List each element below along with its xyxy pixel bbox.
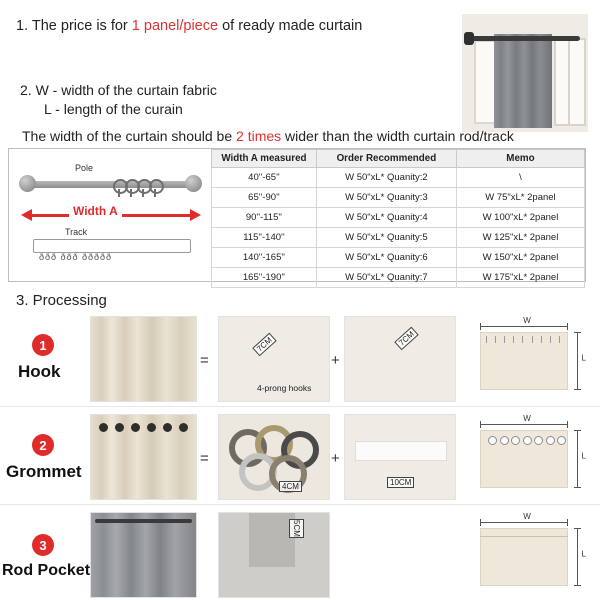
plus-sign-2: +	[331, 450, 340, 467]
hook-curtain-photo	[90, 316, 197, 402]
grommet-tape-measure: 10CM	[387, 477, 414, 488]
price-note	[16, 18, 362, 34]
cell-order: W 50"xL* Quanity:3	[316, 188, 456, 208]
diagram-l-label: L	[581, 549, 586, 559]
rod-pocket-detail-photo	[218, 512, 330, 598]
diagram-pocket-seam	[480, 536, 568, 537]
diagram-l-label: L	[581, 353, 586, 363]
width-rule-post: wider than the width curtain rod/track	[281, 128, 514, 144]
table-row	[212, 208, 585, 228]
step-label-rod-pocket: Rod Pocket	[2, 562, 91, 579]
row-separator	[0, 406, 600, 407]
grommet-tape-photo	[344, 414, 456, 500]
diagram-w-label: W	[523, 316, 531, 325]
photo-left-window	[474, 40, 496, 124]
w-definition: 2. W - width of the curtain fabric	[20, 82, 217, 98]
diagram-w-label: W	[523, 414, 531, 423]
cell-memo: W 150"xL* 2panel	[456, 248, 584, 268]
step-badge-2: 2	[32, 434, 54, 456]
diagram-w-label: W	[523, 512, 531, 521]
ring-hook	[130, 189, 132, 197]
cell-memo: W 100"xL* 2panel	[456, 208, 584, 228]
diagram-w-line	[480, 424, 568, 425]
cell-order: W 50"xL* Quanity:2	[316, 168, 456, 188]
cell-width: 140''-165''	[212, 248, 317, 268]
rod-pocket-dimension-diagram	[466, 512, 588, 596]
width-a-label: Width A	[69, 204, 122, 218]
cell-width: 90''-115''	[212, 208, 317, 228]
track-gliders: ððð ððð ððððð	[39, 252, 113, 262]
table-row	[212, 268, 585, 288]
arrow-right-icon	[190, 209, 201, 221]
processing-title: 3. Processing	[16, 292, 107, 309]
diagram-grommet-dots	[488, 436, 560, 444]
width-rule-highlight: 2 times	[236, 128, 282, 144]
pole-bar	[31, 181, 189, 188]
equals-sign-2: =	[200, 450, 209, 467]
l-definition: L - length of the curain	[44, 101, 183, 117]
step-label-grommet: Grommet	[6, 462, 82, 481]
step-badge-1: 1	[32, 334, 54, 356]
photo-curtain	[494, 34, 552, 128]
diagram-l-label: L	[581, 451, 586, 461]
hook-tape-photo	[218, 316, 330, 402]
cell-width: 115''-140''	[212, 228, 317, 248]
track-label: Track	[65, 227, 88, 237]
th-width-a: Width A measured	[212, 150, 317, 168]
diagram-w-line	[480, 522, 568, 523]
grommet-measure: 4CM	[279, 481, 302, 492]
diagram-l-line	[577, 430, 578, 488]
hook-pin-measure: 7CM	[394, 327, 418, 350]
table-row	[212, 188, 585, 208]
hook-tape-measure: 7CM	[252, 333, 276, 356]
pole-finial-left	[19, 175, 36, 192]
table-row	[212, 248, 585, 268]
hook-caption: 4-prong hooks	[257, 383, 312, 393]
table-header-row	[212, 150, 585, 168]
step-label-hook: Hook	[18, 362, 61, 381]
photo-rod	[470, 36, 580, 41]
pole-label: Pole	[75, 163, 94, 173]
photo-finial	[464, 32, 474, 45]
pole-finial-right	[185, 175, 202, 192]
plus-sign-1: +	[331, 352, 340, 369]
cell-memo: \	[456, 168, 584, 188]
ring-hook	[142, 189, 144, 197]
table-row	[212, 168, 585, 188]
diagram-hook-ticks	[486, 336, 562, 343]
track-bar	[33, 239, 191, 253]
step-badge-3: 3	[32, 534, 54, 556]
diagram-w-line	[480, 326, 568, 327]
rod-pocket-measure: 5CM	[289, 519, 304, 538]
table-row	[212, 228, 585, 248]
hook-dimension-diagram	[466, 316, 588, 400]
cell-order: W 50"xL* Quanity:4	[316, 208, 456, 228]
ring-hook	[118, 189, 120, 197]
cell-width: 65''-90''	[212, 188, 317, 208]
price-note-pre: 1. The price is for	[16, 18, 132, 34]
width-rule-pre: The width of the curtain should be	[22, 128, 237, 144]
ring-hook	[154, 189, 156, 197]
cell-order: W 50"xL* Quanity:5	[316, 228, 456, 248]
photo-window	[554, 38, 586, 126]
grommet-rings-photo	[218, 414, 330, 500]
sizing-table-box	[8, 148, 586, 282]
cell-order: W 50"xL* Quanity:6	[316, 248, 456, 268]
price-note-post: of ready made curtain	[218, 18, 363, 34]
cell-memo: W 75"xL* 2panel	[456, 188, 584, 208]
grommet-curtain-photo	[90, 414, 197, 500]
th-memo: Memo	[456, 150, 584, 168]
diagram-l-line	[577, 332, 578, 390]
th-order-recommended: Order Recommended	[316, 150, 456, 168]
rod-diagram	[9, 149, 211, 279]
rod-pocket-curtain-photo	[90, 512, 197, 598]
cell-memo: W 125"xL* 2panel	[456, 228, 584, 248]
cell-width: 165''-190''	[212, 268, 317, 288]
equals-sign-1: =	[200, 352, 209, 369]
curtain-photo	[462, 14, 588, 132]
grommet-dimension-diagram	[466, 414, 588, 498]
diagram-l-line	[577, 528, 578, 586]
sizing-table	[211, 149, 585, 288]
cell-order: W 50"xL* Quanity:7	[316, 268, 456, 288]
hook-pin-photo	[344, 316, 456, 402]
curtain-ring	[149, 179, 164, 194]
width-rule	[22, 128, 514, 144]
grommet-row	[99, 423, 188, 433]
cell-width: 40''-65''	[212, 168, 317, 188]
price-note-highlight: 1 panel/piece	[131, 18, 219, 34]
row-separator	[0, 504, 600, 505]
cell-memo: W 175"xL* 2panel	[456, 268, 584, 288]
